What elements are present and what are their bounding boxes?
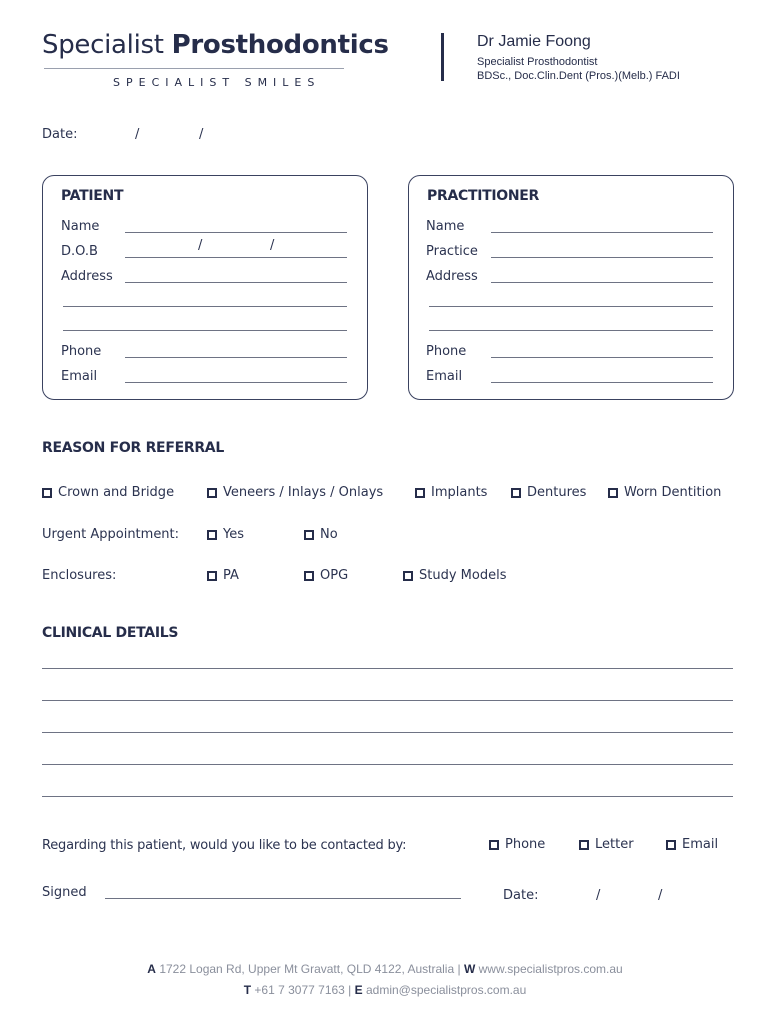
urgent-yes-option[interactable] xyxy=(207,527,244,542)
practitioner-phone-field[interactable] xyxy=(491,357,713,358)
clinical-line-5[interactable] xyxy=(42,796,733,797)
date-slash: / xyxy=(135,127,140,142)
footer-website[interactable]: www.specialistpros.com.au xyxy=(478,962,623,976)
option-label: Email xyxy=(682,837,719,852)
patient-section xyxy=(42,175,368,400)
logo-tagline: SPECIALIST SMILES xyxy=(113,76,321,89)
patient-phone-label: Phone xyxy=(61,344,102,359)
doctor-title: Specialist Prosthodontist xyxy=(477,56,598,68)
checkbox[interactable] xyxy=(608,488,618,498)
practitioner-name-field[interactable] xyxy=(491,232,713,233)
checkbox[interactable] xyxy=(207,488,217,498)
referral-option-veneers[interactable] xyxy=(207,485,383,500)
patient-phone-field[interactable] xyxy=(125,357,347,358)
referral-option-worn-dentition[interactable] xyxy=(608,485,721,500)
practitioner-email-field[interactable] xyxy=(491,382,713,383)
option-label: PA xyxy=(223,568,239,583)
patient-name-field[interactable] xyxy=(125,232,347,233)
contact-question: Regarding this patient, would you like to be contacted by: xyxy=(42,838,407,853)
practitioner-phone-label: Phone xyxy=(426,344,467,359)
patient-address-field[interactable] xyxy=(125,282,347,283)
patient-dob-field[interactable] xyxy=(125,257,347,258)
contact-letter-option[interactable] xyxy=(579,837,634,852)
practitioner-practice-field[interactable] xyxy=(491,257,713,258)
dob-slash: / xyxy=(270,238,275,253)
date-label: Date: xyxy=(42,127,78,142)
referral-option-dentures[interactable] xyxy=(511,485,586,500)
patient-address-label: Address xyxy=(61,269,113,284)
checkbox[interactable] xyxy=(42,488,52,498)
enclosure-pa-option[interactable] xyxy=(207,568,239,583)
urgent-label: Urgent Appointment: xyxy=(42,527,180,542)
web-key: W xyxy=(463,962,476,976)
clinical-heading: CLINICAL DETAILS xyxy=(42,625,179,641)
option-label: OPG xyxy=(320,568,349,583)
patient-dob-label: D.O.B xyxy=(61,244,98,259)
enclosures-label: Enclosures: xyxy=(42,568,117,583)
referral-option-implants[interactable] xyxy=(415,485,487,500)
doctor-qualifications: BDSc., Doc.Clin.Dent (Pros.)(Melb.) FADI xyxy=(477,70,680,82)
practitioner-section xyxy=(408,175,734,400)
clinical-line-2[interactable] xyxy=(42,700,733,701)
clinical-line-1[interactable] xyxy=(42,668,733,669)
checkbox[interactable] xyxy=(579,840,589,850)
logo-light-text: Specialist xyxy=(42,30,172,60)
option-label: Veneers / Inlays / Onlays xyxy=(223,485,384,500)
checkbox[interactable] xyxy=(415,488,425,498)
logo-wordmark xyxy=(42,30,389,60)
checkbox[interactable] xyxy=(304,530,314,540)
footer-contact-line xyxy=(0,983,770,997)
signature-date-label: Date: xyxy=(503,888,539,903)
logo-bold-text: Prosthodontics xyxy=(171,30,389,60)
checkbox[interactable] xyxy=(304,571,314,581)
checkbox[interactable] xyxy=(403,571,413,581)
dob-slash: / xyxy=(198,238,203,253)
clinical-line-3[interactable] xyxy=(42,732,733,733)
checkbox[interactable] xyxy=(666,840,676,850)
checkbox[interactable] xyxy=(207,530,217,540)
checkbox[interactable] xyxy=(207,571,217,581)
option-label: Phone xyxy=(505,837,546,852)
option-label: Study Models xyxy=(419,568,507,583)
header-vertical-divider xyxy=(441,33,444,81)
footer-phone: +61 7 3077 7163 | xyxy=(254,983,352,997)
footer-email[interactable]: admin@specialistpros.com.au xyxy=(366,983,527,997)
logo-divider xyxy=(44,68,344,69)
signature-date-slash: / xyxy=(658,888,663,903)
signature-date-slash: / xyxy=(596,888,601,903)
footer-address-line xyxy=(0,962,770,976)
patient-address-line-3[interactable] xyxy=(63,330,347,331)
practitioner-email-label: Email xyxy=(426,369,463,384)
clinical-line-4[interactable] xyxy=(42,764,733,765)
practitioner-practice-label: Practice xyxy=(426,244,478,259)
referral-option-crown-bridge[interactable] xyxy=(42,485,174,500)
option-label: Implants xyxy=(431,485,488,500)
referral-heading: REASON FOR REFERRAL xyxy=(42,440,224,456)
checkbox[interactable] xyxy=(511,488,521,498)
signature-field[interactable] xyxy=(105,898,461,899)
option-label: No xyxy=(320,527,338,542)
practitioner-address-label: Address xyxy=(426,269,478,284)
practitioner-heading: PRACTITIONER xyxy=(427,188,540,204)
option-label: Letter xyxy=(595,837,634,852)
practitioner-address-line-2[interactable] xyxy=(429,306,713,307)
signed-label: Signed xyxy=(42,885,87,900)
patient-email-label: Email xyxy=(61,369,98,384)
option-label: Crown and Bridge xyxy=(58,485,175,500)
email-key: E xyxy=(354,983,363,997)
practitioner-address-line-3[interactable] xyxy=(429,330,713,331)
option-label: Worn Dentition xyxy=(624,485,722,500)
practitioner-name-label: Name xyxy=(426,219,465,234)
enclosure-study-models-option[interactable] xyxy=(403,568,506,583)
option-label: Dentures xyxy=(527,485,587,500)
contact-email-option[interactable] xyxy=(666,837,718,852)
checkbox[interactable] xyxy=(489,840,499,850)
enclosure-opg-option[interactable] xyxy=(304,568,348,583)
footer-address: 1722 Logan Rd, Upper Mt Gravatt, QLD 4122, Australia | xyxy=(159,962,461,976)
patient-name-label: Name xyxy=(61,219,100,234)
patient-heading: PATIENT xyxy=(61,188,124,204)
date-slash: / xyxy=(199,127,204,142)
tel-key: T xyxy=(243,983,252,997)
option-label: Yes xyxy=(223,527,244,542)
address-key: A xyxy=(147,962,156,976)
patient-address-line-2[interactable] xyxy=(63,306,347,307)
practitioner-address-field[interactable] xyxy=(491,282,713,283)
patient-email-field[interactable] xyxy=(125,382,347,383)
urgent-no-option[interactable] xyxy=(304,527,338,542)
doctor-name: Dr Jamie Foong xyxy=(477,33,591,50)
contact-phone-option[interactable] xyxy=(489,837,545,852)
